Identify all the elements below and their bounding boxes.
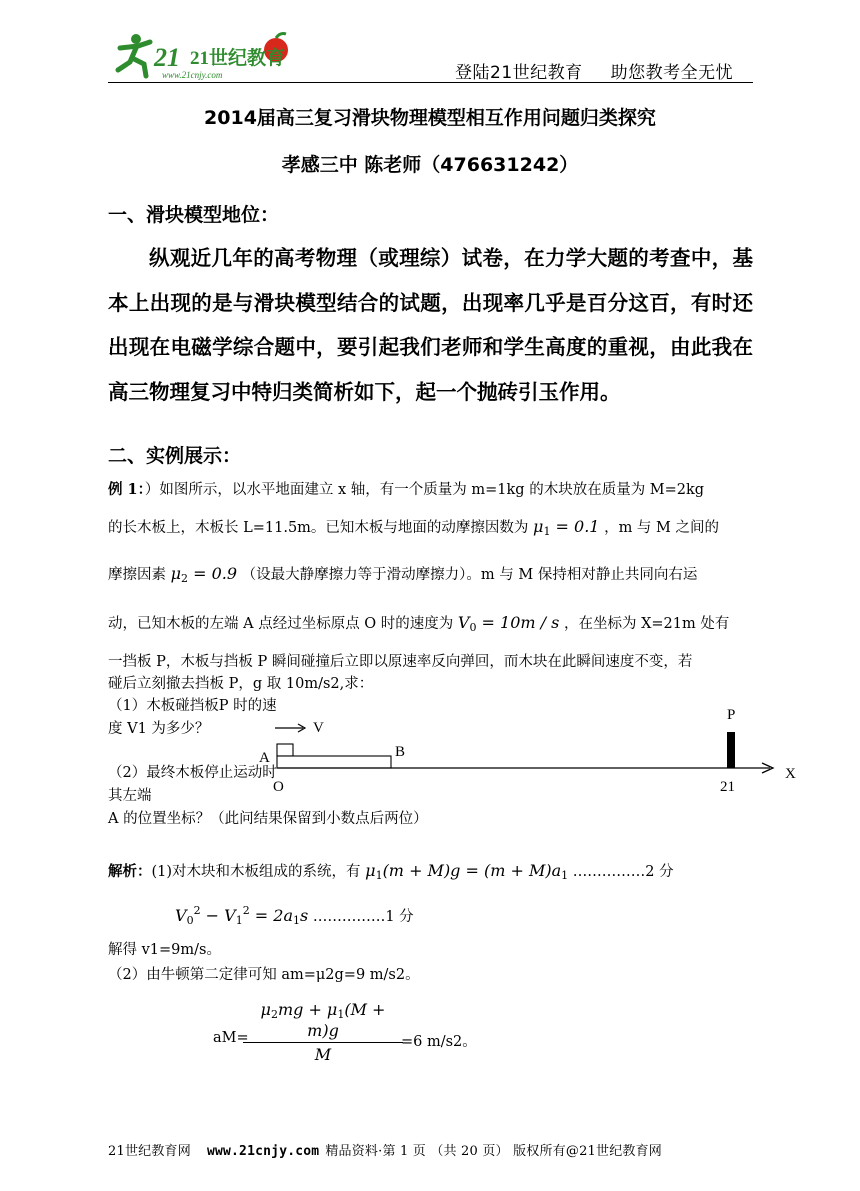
mu1-formula: $\mu_1 = 0.1$ xyxy=(533,517,600,538)
am-label: aM= xyxy=(213,1030,249,1046)
am-fraction xyxy=(243,1000,403,1064)
mu2-formula: $\mu_2 = 0.9$ xyxy=(170,564,238,585)
section1-heading: 一、滑块模型地位： xyxy=(108,204,280,226)
small-block xyxy=(277,744,293,756)
section2-heading: 二、实例展示： xyxy=(108,445,242,467)
am-numerator: $\mu_2mg + \mu_1(M + m)g$ xyxy=(260,1000,386,1040)
header-slogan xyxy=(455,58,733,83)
solution-label: 解析： xyxy=(108,863,152,880)
question-2: （2）最终木板停止运动时其左端 xyxy=(108,765,277,804)
v0-formula: $V_0 = 10m / s$ xyxy=(457,613,560,634)
example1-line6: 碰后立刻撤去挡板 P，g 取 10m/s2,求： xyxy=(108,676,374,692)
solution-result1: 解得 v1=9m/s。 xyxy=(108,942,221,958)
board-diagram xyxy=(255,700,815,805)
example1-line1: 例 1：）如图所示，以水平地面建立 x 轴，有一个质量为 m=1kg 的木块放在质量为 M=2kg xyxy=(108,481,705,498)
slogan-left: 登陆21世纪教育 xyxy=(455,63,583,83)
solution-step1: 解析：(1)对木块和木板组成的系统，有 $\mu_1(m + M)g = (m + M)a_1$ ……………2 分 xyxy=(108,861,674,882)
logo-text: 21世纪教育 xyxy=(190,48,286,69)
slogan-right: 助您教考全无忧 xyxy=(610,63,734,83)
example1-line2: 的长木板上，木板长 L=11.5m。已知木板与地面的动摩擦因数为 $\mu_1 = 0.1$ ，m 与 M 之间的 xyxy=(108,517,720,538)
example-label: 例 1： xyxy=(108,481,145,498)
label-x: X xyxy=(785,766,796,782)
label-p: P xyxy=(727,707,736,723)
logo-url: www.21cnjy.com xyxy=(162,70,223,80)
question-1: （1）木板碰挡板P 时的速度 V1 为多少？ xyxy=(108,698,277,737)
header-divider xyxy=(108,82,753,83)
solution-step2: $V_0^2 - V_1^2 = 2a_1s$ ……………1 分 xyxy=(175,904,414,927)
document-title: 2014届高三复习滑块物理模型相互作用问题归类探究 xyxy=(204,107,656,129)
step1-formula: $\mu_1(m + M)g = (m + M)a_1$ xyxy=(365,861,569,882)
footer-url[interactable]: www.21cnjy.com xyxy=(206,1144,320,1159)
am-denominator: M xyxy=(314,1045,332,1064)
label-21: 21 xyxy=(720,779,735,795)
svg-text:21: 21 xyxy=(154,43,180,72)
question-2-tail: A 的位置坐标？（此问结果保留到小数点后两位） xyxy=(108,811,428,827)
author-line: 孝感三中 陈老师（476631242） xyxy=(281,154,579,176)
label-a: A xyxy=(259,750,270,766)
label-o: O xyxy=(273,779,284,795)
site-logo xyxy=(110,30,310,82)
label-v: V xyxy=(313,720,324,736)
example1-line4: 动，已知木板的左端 A 点经过坐标原点 O 时的速度为 $V_0 = 10m / s$ ，在坐标为 X=21m 处有 xyxy=(108,613,730,634)
footer-site: 21世纪教育网 xyxy=(108,1144,191,1159)
solution-step3: （2）由牛顿第二定律可知 am=μ2g=9 m/s2。 xyxy=(108,967,420,983)
am-result: =6 m/s2。 xyxy=(401,1034,477,1050)
step2-formula: $V_0^2 - V_1^2 = 2a_1s$ xyxy=(175,904,309,927)
barrier-p xyxy=(727,732,735,768)
label-b: B xyxy=(395,744,406,760)
footer-info: 精品资料·第 1 页 （共 20 页） 版权所有@21世纪教育网 xyxy=(325,1144,663,1159)
logo-graphic xyxy=(110,30,310,82)
long-board xyxy=(277,756,391,768)
section1-paragraph: 纵观近几年的高考物理（或理综）试卷，在力学大题的考查中，基本上出现的是与滑块模型结合的试题，出现率几乎是百分这百，有时还出现在电磁学综合题中，要引起我们老师和学生高度的重视，由此我在高三物理复习中特归类简析如下，起一个抛砖引玉作用。 xyxy=(108,246,753,404)
page-footer xyxy=(108,1140,662,1159)
example1-line5: 一挡板 P，木板与挡板 P 瞬间碰撞后立即以原速率反向弹回，而木块在此瞬间速度不变，若 xyxy=(108,654,693,670)
example1-line3: 摩擦因素 $\mu_2 = 0.9$ （设最大静摩擦力等于滑动摩擦力）。m 与 M 保持相对静止共同向右运 xyxy=(108,564,698,585)
